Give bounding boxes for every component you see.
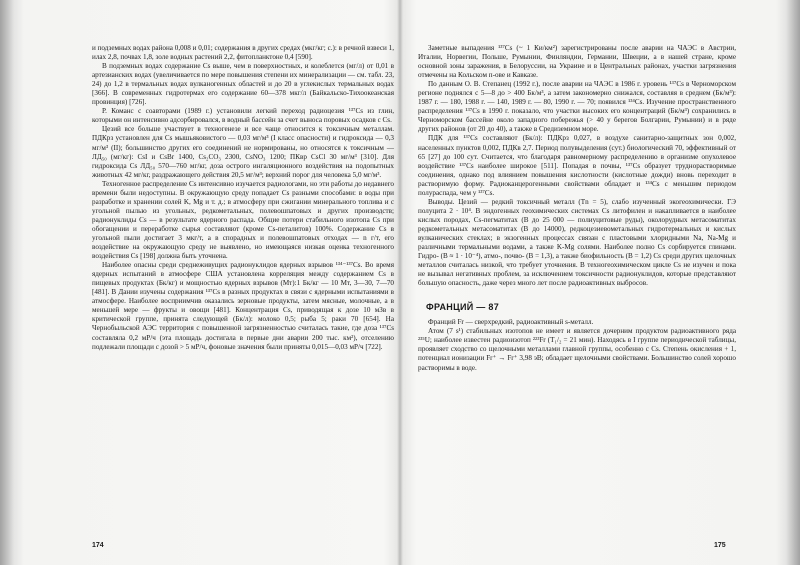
paragraph: ПДК для ¹³⁷Cs составляют (Бк/л): ПДКрз 0,027, в воздухе санитарно-защитных зон 0,002, населенных пунктов 0,002, ПДКв 2,7. Период полувыделения (сут.) биологический 70, эффективный от 65 [27] до 100 сут. Считается, что благодаря равномерному распределению в организме опухолевое воздействие ¹³⁷Cs наиболее широкое [511]. Попадая в почвы, ¹³⁷Cs образует труднорастворимые соединения, однако под влиянием повышения кислотности (кислотные дожди) вновь переходит в растворимую форму. Радиоканцерогенными свойствами обладает и ¹³⁴Cs с меньшим периодом полураспада, чем у ¹³⁷Cs. — [418, 134, 736, 197]
paragraph: Цезий все больше участвует в техногенезе и все чаще относится к токсичным металлам. ПДКрз установлен для Cs мышьяковистого — 0,03 мг/м³ (I класс опасности) и гидроксида — 0,3 мг/м³ (II); большинство других его соединений не нормированы, но относятся к токсичным — ЛД₅₀ (мг/кг): CsI и CsBr 1400, Cs₂CO₃ 2300, CsNO₃ 1200; ПКвр CsCl 30 мг/м³ [310]. Для гидроксида Cs ЛД₅₀ 570—760 мг/кг, доза острого ингаляционного воздействия на подопытных животных 42 мг/кг, раздражающего действия 20,5 мг/м³; верхний порог для человека 5,0 мг/м³. — [92, 125, 394, 179]
paragraph: По данным О. В. Степанец (1992 г.), после аварии на ЧАЭС в 1986 г. уровень ¹³⁷Cs в Черноморском регионе поднялся с 5—8 до > 400 Бк/м³, а затем закономерно снижался, составляя в среднем (Бк/м³): 1987 г. — 180, 1988 г. — 140, 1989 г. — 80, 1990 г. — 70; появился ¹³⁴Cs. Изучение пространственного распределения ¹³⁷Cs в 1990 г. показало, что участки высоких его концентраций (Бк/м³) сохранились в Черноморском бассейне около западного побережья (> 40 у берегов Болгарии, Румынии) и в ряде других районов (от 20 до 40), а также в Средиземном море. — [418, 80, 736, 134]
paragraph: Техногенное распределение Cs интенсивно изучается радиологами, но эти работы до недавнего времени были недоступны. В окружающую среду попадает Cs разными способами: в воды при разработке и хранении солей K, Mg и т. д.; в атмосферу при сжигании минерального топлива и с угольной пылью из угольных, редкометальных, полевошпатовых и других производств; радионуклиды Cs — в результате ядерного распада. Общие потери стабильного изотопа Cs при обогащении и переработке сырья составляют (кроме Cs-петалитов) 100%. Содержание Cs в угольной пыли достигает 3 мкг/т, а в спорадных и полевошпатовых отходах — n г/т, его воздействие на окружающую среду не выявлено, но имеющаяся низкая оценка техногенного воздействия Cs [198] должна быть уточнена. — [92, 179, 394, 261]
paragraph: В подземных водах содержание Cs выше, чем в поверхностных, и колеблется (мг/л) от 0,01 в артезианских водах (увеличивается по мере повышения степени их минерализации — см. табл. 23, 24) до 1,2 в термальных водах вулканогенных областей и до 20 в углекислых термальных водах [366]. В современных гидротермах его содержание 60—378 мкг/л (Байкальско-Тихоокеанская провинция) [726]. — [92, 62, 394, 107]
paragraph: Заметные выпадения ¹³⁷Cs (~ 1 Ки/км²) зарегистрированы после аварии на ЧАЭС в Австрии, Италии, Норвегии, Польше, Румынии, Финляндии, Германии, Швеции, а в нашей стране, кроме основной зоны заражения, в Белоруссии, на Украине и в Центральных районах, участки загрязнения отмечены на Кольском п-ове и Кавказе. — [418, 44, 736, 80]
page-edge-shadow-left — [0, 0, 14, 565]
paragraph: Наиболее опасны среди среднеживущих радионуклидов ядерных взрывов ¹³⁴⁻¹³⁷Cs. Во время ядерных испытаний в атмосфере США установлена корреляция между содержанием Cs в пищевых продуктах (Бк/кг) и мощностью ядерных взрывов (Мт):1 Бк/кг — 10 Мт, 3—30, 7—70 [481]. В Дании изучены содержания ¹³⁷Cs в разных продуктах в связи с ядерными испытаниями в атмосфере. Наиболее восприимчив оказались зерновые продукты, затем мясные, молочные, а в меньшей мере — фрукты и овощи [481]. Концентрация Cs, приводящая к дозе 10 мЗв в критической группе, принята следующей (Бк/л): молоко 0,5; рыба 5; раки 70 [654]. На Чернобыльской АЭС территория с повышенной загрязненностью считалась такие, где доза ¹³⁷Cs составляла 0,2 мР/ч (эта площадь достигала в первые дни аварии 200 тыс. км²), отселению подлежали площади с дозой > 5 мР/ч, фоновые значения были приняты 0,015—0,03 мР/ч [722]. — [92, 261, 394, 351]
book-gutter — [397, 0, 403, 565]
page-number-right: 175 — [714, 542, 726, 549]
paragraph: и подземных водах района 0,008 и 0,01; содержания в других средах (мкг/кг; с.): в речной взвеси 1, илах 2,8, почвах 1,8, золе водных растений 2,2, фитопланктоне 0,4 [590]. — [92, 44, 394, 62]
paragraph: Франций Fr — сверхредкий, радиоактивный s-металл. — [428, 318, 594, 327]
right-page — [418, 44, 736, 544]
section-heading: ФРАНЦИЙ — 87 — [426, 302, 500, 313]
page-number-left: 174 — [92, 542, 104, 549]
paragraph: Р. Команс с соавторами (1989 г.) установили легкий переход радиоцезия ¹³⁷Cs из глин, которыми он интенсивно адсорбировался, в водный бассейн за счет выноса поровых осадков с Cs. — [92, 107, 394, 125]
page-edge-shadow-right — [786, 0, 800, 565]
paragraph: Выводы. Цезий — редкий токсичный металл (Tn = 5), слабо изученный экогеохимически. ГЭ полуцита 2 · 10⁴. В эндогенных геохимических системах Cs литофилен и накапливается в наиболее кислых породах, Cs-пегматитах (В до 25 000 — полиуцитовые руды), околорудных метасоматитах редкометальных метасоматитах (В до 14000), редкоцезиевометальных гидротермальных и кислых вулканических стеклах; в экзогенных процессах связан с пластовыми хлоридными Na, Na-Mg и различными термальными водами, а также K-Mg солями. Наиболее полно Cs сорбируется глинами. Гидро- (В ≈ 1 · 10⁻⁴), атмо-, почво- (В = 1,3), а также биофильность (В = 1,2) Cs среди других щелочных металлов считалась низкой, что требует уточнения. В техногеохимическом цикле Cs не изучен и пока не вызывал негативных проблем, за исключением токсичности радионуклидов, которые представляют большую опасность, даже через много лет после радиоактивных выбросов. — [418, 197, 736, 288]
paragraph: Атом (7 s¹) стабильных изотопов не имеет и является дочерним продуктом радиоактивного ряда ²³⁵U; наиболее известен радиоизотоп ²²³Fr (T₁/₂ = 21 мин). Находясь в I группе периодической таблицы, проявляет сходство со щелочными металлами главной группы, особенно с Cs. Степень окисления + 1, потенциал ионизации Fr⁺ → Fr⁺ 3,98 эВ; обладает щелочными свойствами. Большинство солей хорошо растворимы в воде. — [418, 327, 736, 372]
left-page — [92, 44, 394, 544]
